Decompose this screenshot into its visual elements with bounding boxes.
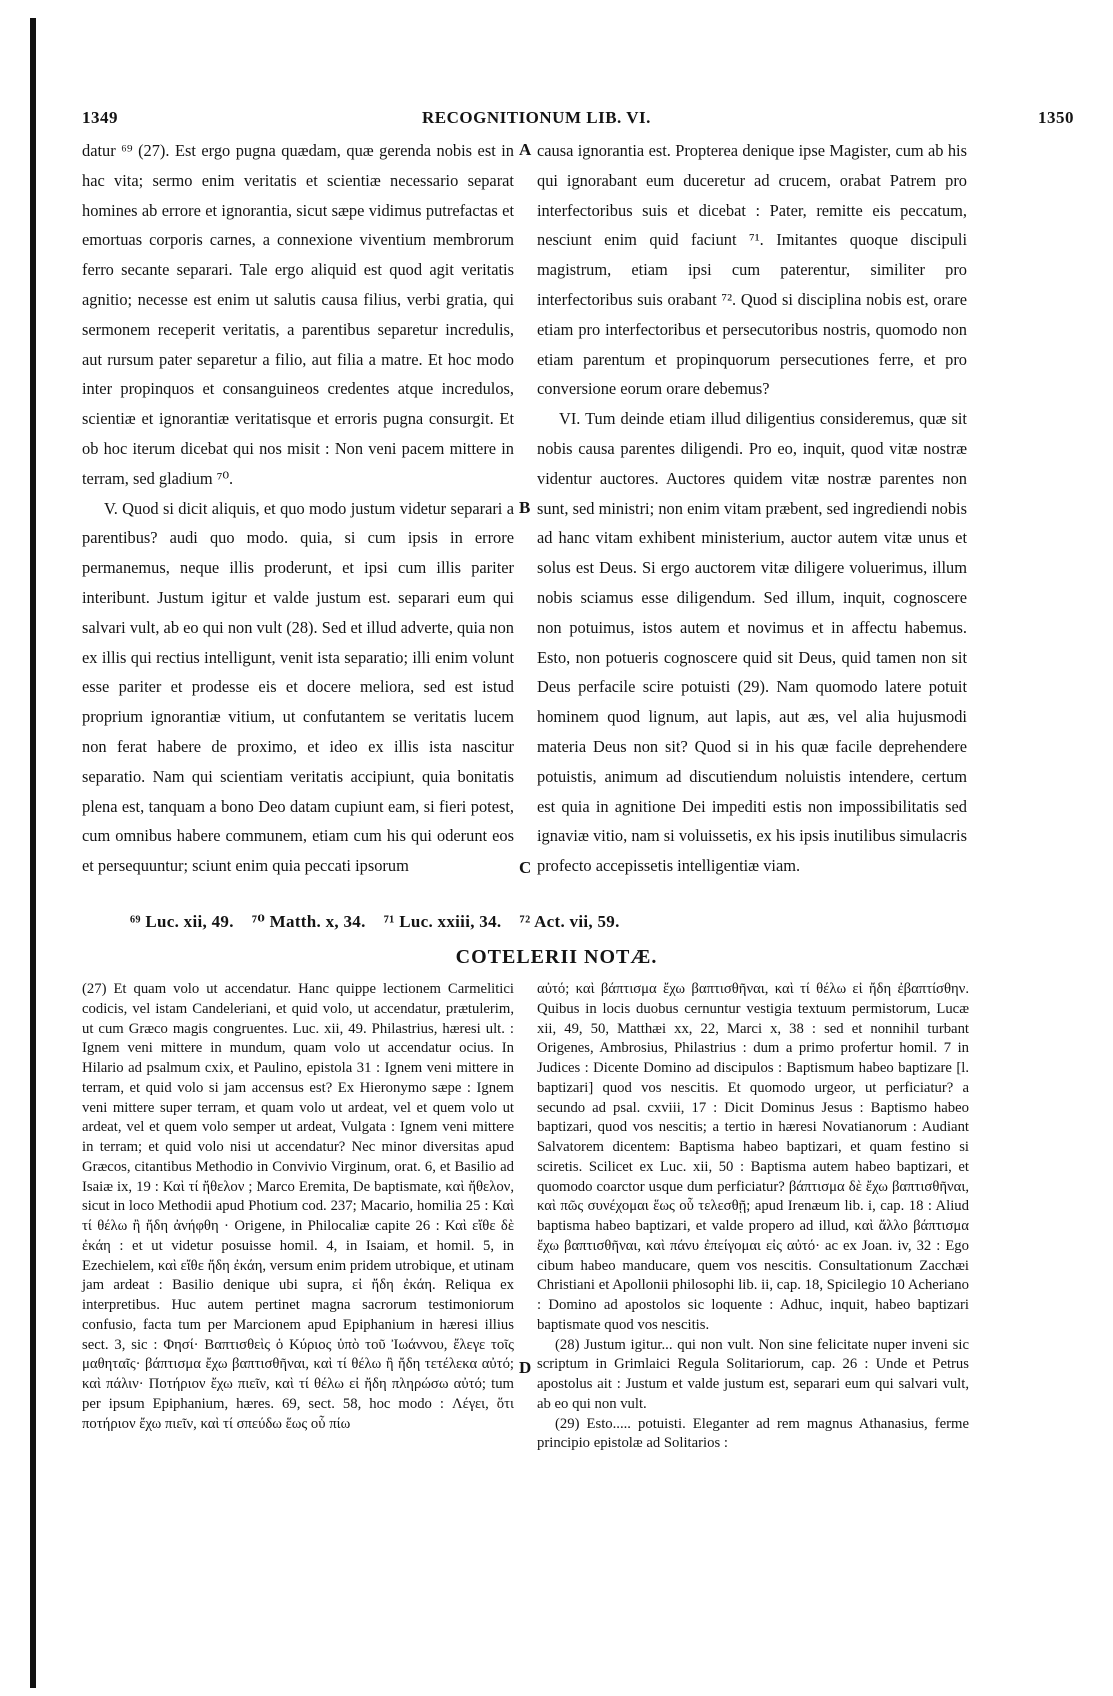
note-27: (27) Et quam volo ut accendatur. Hanc quippe lectionem Carmelitici codicis, vel istam Candeleriani, et quid volo, ut accendatur, prætulerim, ut cum Græco magis congruentes. Luc. xii, 49. Philastrius, hæresi ult. : Ignem veni mittere in mundum, quam volo ut accendatur ocius. In Hilario ad psalmum cxix, et Paulino, epistola 31 : Ignem veni mittere in terram, et quid volo si jam accensus est? Ex Hieronymo sæpe : Ignem veni mittere super terram, et quam volo ut ardeat, vel et quem volo ut ardeat, vel et quem volo semper ut ardeat, Vulgata : Ignem veni mittere in terram; et quid volo nisi ut accendatur? Nec minor diversitas apud Græcos, citantibus Methodio in Convivio Virginum, orat. 6, et Basilio ad Isaiæ ix, 19 : Καὶ τί ἤθελον ; Marco Eremita, De baptismate, καὶ ἤθελον, sicut in loco Methodii apud Photium cod. 237; Macario, homilia 25 : Καὶ τί θέλω ἢ ἤδη ἀνήφθη · Origene, in Philocaliæ capite 26 : Καὶ εἴθε δὲ ἐκάη : et ut videtur posuisse homil. 4, in Isaiam, et homil. 5, in Ezechielem, καὶ εἴθε ἤδη ἐκάη, versum enim pridem utrobique, et utinam jam ardeat : Basilio denique ubi supra, εἰ ἤδη ἐκάη. Reliqua ex interpretibus. Huc autem pertinet magna sacrorum testimoniorum confusio, facta tum per Marcionem apud Epiphanium in hæresi illius sect. 3, sic : Φησί· Βαπτισθεὶς ὁ Κύριος ὑπὸ τοῦ Ἰωάννου, ἔλεγε τοῖς μαθηταῖς· βάπτισμα ἔχω βαπτισθῆναι, καὶ τί θέλω ἢ ἤδη τετέλεκα αὐτό; καὶ πάλιν· Ποτήριον ἔχω πιεῖν, καὶ τί θέλω εἰ ἤδη πληρώσω αὐτό; tum per ipsum Epiphanium, hæres. 69, sect. 58, hoc modo : Λέγει, ὅτι ποτήριον ἔχω πιεῖν, καὶ τί σπεύδω ἕως οὗ πίω	[82, 981, 514, 1432]
margin-letter-d: D	[519, 1358, 532, 1377]
main-left-paragraph-1: datur ⁶⁹ (27). Est ergo pugna quædam, quæ gerenda nobis est in hac vita; sermo enim veritatis et scientiæ necessario separat homines ab errore et ignorantia, sicut sæpe vidimus putrefactas et emortuas corporis carnes, a connexione viventium membrorum ferro secante separari. Tale ergo aliquid est quod agit veritatis agnitio; necesse est enim ut salutis causa filius, verbi gratia, qui sermonem receperit veritatis, a parentibus separetur incredulis, aut rursum pater separetur a filio, aut filia a matre. Et hoc modo inter propinquos et consanguineos credentes atque incredulos, scientiæ et ignorantiæ veritatisque et erroris pugna consurgit. Et ob hoc iterum dicebat qui nos misit : Non veni pacem mittere in terram, sed gladium ⁷⁰.	[82, 141, 514, 488]
margin-letter-c: C	[519, 858, 532, 877]
main-text-right-column	[537, 136, 967, 881]
note-28: (28) Justum igitur... qui non vult. Non sine felicitate nuper inveni sic scriptum in Grimlaici Regula Solitariorum, cap. 26 : Unde et Petrus apostolus ait : Justum et valde justum est, separari eum qui salvari vult, ab eo qui non vult.	[537, 1336, 969, 1412]
footnote-71: ⁷¹ Luc. xxiii, 34.	[383, 912, 502, 931]
page-number-left: 1349	[82, 108, 118, 127]
notes-right-column	[537, 980, 969, 1454]
main-right-paragraph-1: causa ignorantia est. Propterea denique ipse Magister, cum ab his qui ignorabant eum duceretur ad crucem, orabat Patrem pro interfectoribus suis et dicebat : Pater, remitte eis peccatum, nesciunt enim quid faciunt ⁷¹. Imitantes quoque discipuli magistrum, etiam ipsi cum paterentur, similiter pro interfectoribus suis orabant ⁷². Quod si disciplina nobis est, orare etiam pro interfectoribus et persecutoribus nostris, quomodo non etiam parentum et propinquorum persecutiones ferre, et pro conversione eorum orare debemus?	[537, 141, 967, 399]
running-title: RECOGNITIONUM LIB. VI.	[422, 108, 651, 127]
main-right-paragraph-2: VI. Tum deinde etiam illud diligentius consideremus, quæ sit nobis causa parentes diligendi. Pro eo, inquit, quod vitæ nostræ videntur auctores. Auctores quidem vitæ nostræ parentes non sunt, sed ministri; non enim vitam præbent, sed ingrediendi nobis ad hanc vitam exhibent ministerium, auctor autem vitæ unus et solus est Deus. Si ergo auctorem vitæ diligere voluerimus, illum nobis sciamus esse diligendum. Sed illum, inquit, cognoscere non potuimus, istos autem et novimus et in affectu habemus. Esto, non potueris cognoscere quid sit Deus, quid tamen non sit Deus perfacile scire potuisti (29). Nam quomodo latere potuit hominem quod lignum, aut lapis, aut æs, vel alia hujusmodi materia Deus non sit? Quod si in his quæ facile deprehendere potuistis, animum ad discutiendum noluistis intendere, certum est quia in agnitione Dei impediti estis non impossibilitatis sed ignaviæ vitio, nam si voluissetis, ex his ipsis inutilibus simulacris profecto accepissetis intelligentiæ viam.	[537, 409, 967, 876]
running-header	[82, 108, 1074, 132]
notes-heading: COTELERII NOTÆ.	[455, 946, 658, 968]
notes-left-column	[82, 980, 514, 1434]
scripture-footnotes	[130, 912, 830, 932]
page-number-right: 1350	[1038, 108, 1074, 127]
main-left-paragraph-2: V. Quod si dicit aliquis, et quo modo justum videtur separari a parentibus? audi quo modo. quia, si cum ipsis in errore permanemus, neque illis proderunt, et ipsi cum illis pariter interibunt. Justum igitur et valde justum est. separari eum qui salvari vult, ab eo qui non vult (28). Sed et illud adverte, quia non ex illis qui rectius intelligunt, venit ista separatio; illi enim volunt esse pariter et prodesse eis et docere meliora, sed est istud proprium ignorantiæ vitium, ut confutantem se veritatis lucem non ferat habere de proximo, et ideo ex illis ista nascitur separatio. Nam qui scientiam veritatis accipiunt, quia bonitatis plena est, tanquam a bono Deo datam cupiunt eam, si fieri potest, cum omnibus habere communem, etiam cum his qui oderunt eos et persequuntur; sciunt enim quia peccati ipsorum	[82, 498, 514, 876]
footnote-70: ⁷⁰ Matth. x, 34.	[251, 912, 366, 931]
main-text-left-column	[82, 136, 514, 881]
binding-shadow	[30, 18, 36, 1688]
margin-letter-b: B	[519, 498, 531, 517]
note-27-continued: αὐτό; καὶ βάπτισμα ἔχω βαπτισθῆναι, καὶ τί θέλω εἰ ἤδη ἐβαπτίσθην. Quibus in locis duobus cernuntur vestigia textuum permistorum, Lucæ xii, 49, 50, Matthæi xx, 22, Marci x, 38 : sed et nonnihil turbant Origenes, Ambrosius, Philastrius : dum a primo profertur homil. 7 in Judices : Dicente Domino ad discipulos : Baptismum habeo baptizare [l. baptizari] quod vos nescitis. Et quomodo urgeor, ut perficiatur? a secundo ad psal. cxviii, 17 : Dicit Dominus Jesus : Baptismo habeo baptizari, quod vos nescitis; a tertio in hæresi Novatianorum : Audiant Salvatorem dicentem: Baptisma habeo baptizari, et quam festino si sciretis. Scilicet ex Luc. xii, 50 : Baptisma autem habeo baptizari, et quomodo coarctor usque dum perficiatur? βάπτισμα δὲ ἔχω βαπτισθῆναι, καὶ πῶς συνέχομαι ἕως οὗ τελεσθῇ; apud Irenæum lib. i, cap. 18 : Aliud baptisma habeo baptizari, et valde propero ad illud, καὶ ἄλλο βάπτισμα ἔχω βαπτισθῆναι, καὶ πάνυ ἐπείγομαι εἰς αὐτό· ac ex Joan. iv, 32 : Ego cibum habeo manducare, quem vos nescitis. Consultationum Zacchæi Christiani et Apollonii philosophi lib. ii, cap. 18, Spicilegio 10 Acheriano : Domino ad apostolos sic loquente : Adhuc, inquit, habeo baptizari baptismate quod vos nescitis.	[537, 981, 969, 1333]
note-29: (29) Esto..... potuisti. Eleganter ad rem magnus Athanasius, ferme principio epistolæ ad Solitarios :	[537, 1415, 969, 1452]
footnote-72: ⁷² Act. vii, 59.	[519, 912, 620, 931]
footnote-69: ⁶⁹ Luc. xii, 49.	[130, 912, 234, 931]
margin-letter-a: A	[519, 140, 532, 159]
